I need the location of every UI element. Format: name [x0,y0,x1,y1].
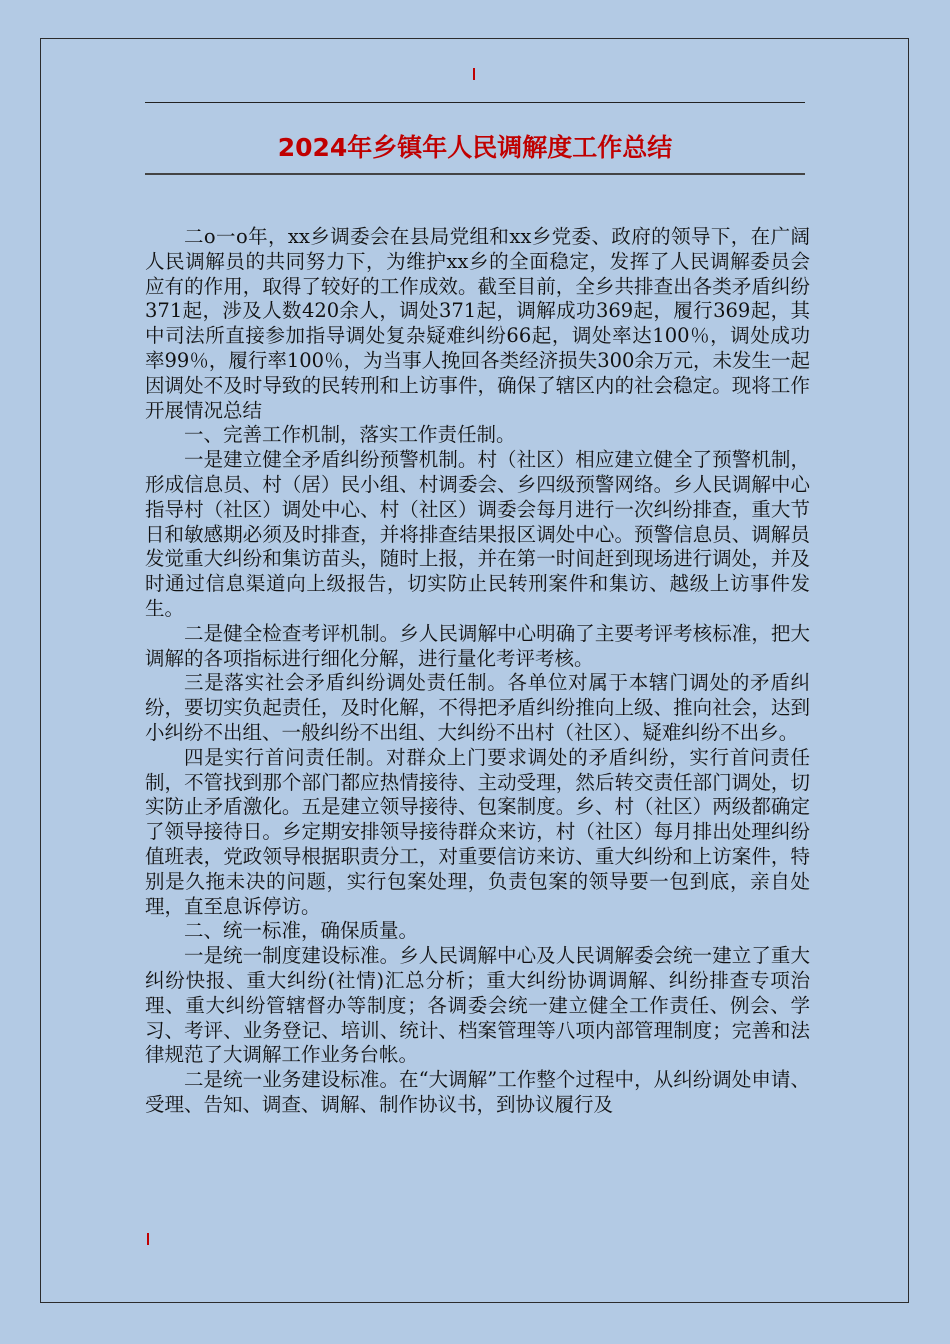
title-underline [145,173,805,175]
header-mark [473,68,475,80]
section-heading-1: 一、完善工作机制，落实工作责任制。 [184,423,516,447]
paragraph: 一是建立健全矛盾纠纷预警机制。村（社区）相应建立健全了预警机制，形成信息员、村（居）民小组、村调委会、乡四级预警网络。乡人民调解中心指导村（社区）调处中心、村（社区）调委会每月进行一次纠纷排查，重大节日和敏感期必须及时排查，并将排查结果报区调处中心。预警信息员、调解员发觉重大纠纷和集访苗头，随时上报，并在第一时间赶到现场进行调处，并及时通过信息渠道向上级报告，切实防止民转刑案件和集访、越级上访事件发生。 [145,448,810,620]
paragraph: 二是健全检查考评机制。乡人民调解中心明确了主要考评考核标准，把大调解的各项指标进行细化分解，进行量化考评考核。 [145,621,810,670]
section-heading-2: 二、统一标准，确保质量。 [184,919,419,943]
header-rule [145,102,805,103]
paragraph: 二是统一业务建设标准。在“大调解”工作整个过程中，从纠纷调处申请、受理、告知、调查、调解、制作协议书，到协议履行及 [145,1068,810,1116]
footer-mark [147,1233,149,1245]
document-title: 2024年乡镇年人民调解度工作总结 [277,133,673,162]
paragraph: 四是实行首问责任制。对群众上门要求调处的矛盾纠纷，实行首问责任制，不管找到那个部门都应热情接待、主动受理，然后转交责任部门调处，切实防止矛盾激化。五是建立领导接待、包案制度。乡、村（社区）两级都确定了领导接待日。乡定期安排领导接待群众来访，村（社区）每月排出处理纠纷值班表，党政领导根据职责分工，对重要信访来访、重大纠纷和上访案件，特别是久拖未决的问题，实行包案处理，负责包案的领导要一包到底，亲自处理，直至息诉停访。 [145,745,810,918]
paragraph: 三是落实社会矛盾纠纷调处责任制。各单位对属于本辖门调处的矛盾纠纷，要切实负起责任，及时化解，不得把矛盾纠纷推向上级、推向社会，达到小纠纷不出组、一般纠纷不出组、大纠纷不出村（社区）、疑难纠纷不出乡。 [145,671,810,744]
paragraph: 一是统一制度建设标准。乡人民调解中心及人民调解委会统一建立了重大纠纷快报、重大纠纷(社情)汇总分析；重大纠纷协调调解、纠纷排查专项治理、重大纠纷管辖督办等制度；各调委会统一建立健全工作责任、例会、学习、考评、业务登记、培训、统计、档案管理等八项内部管理制度；完善和法律规范了大调解工作业务台帐。 [145,944,810,1067]
document-body [145,225,810,1118]
paragraph-intro: 二o一o年，xx乡调委会在县局党组和xx乡党委、政府的领导下，在广阔人民调解员的共同努力下，为维护xx乡的全面稳定，发挥了人民调解委员会应有的作用，取得了较好的工作成效。截至目前，全乡共排查出各类矛盾纠纷371起，涉及人数420余人，调处371起，调解成功369起，履行369起，其中司法所直接参加指导调处复杂疑难纠纷66起，调处率达100％，调处成功率99％，履行率100％，为当事人挽回各类经济损失300余万元，未发生一起因调处不及时导致的民转刑和上访事件，确保了辖区内的社会稳定。现将工作开展情况总结 [145,225,810,422]
